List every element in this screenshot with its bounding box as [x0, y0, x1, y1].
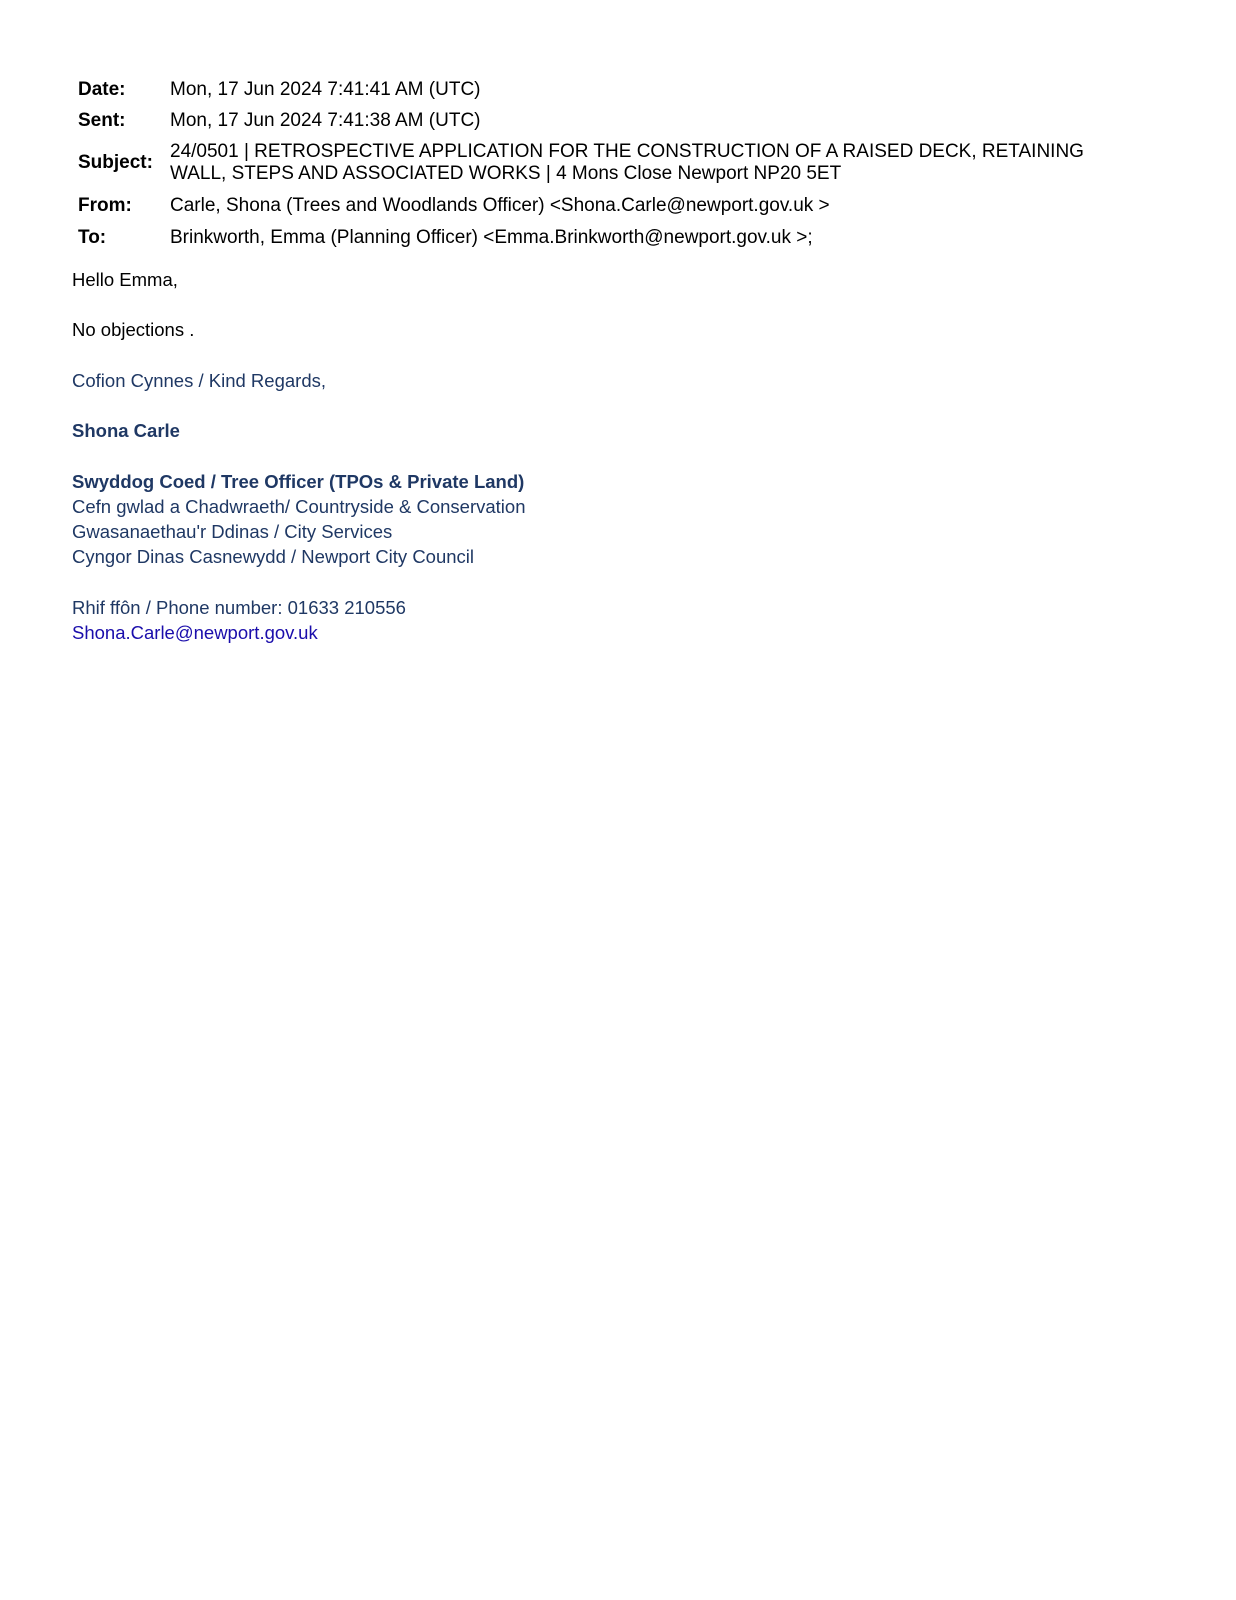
subject-label: Subject: — [78, 152, 153, 173]
date-value: Mon, 17 Jun 2024 7:41:41 AM (UTC) — [170, 78, 481, 100]
header-row-subject — [78, 136, 1158, 190]
header-row-from — [78, 190, 1158, 222]
header-row-to — [78, 222, 1158, 253]
signature-phone: Rhif ffôn / Phone number: 01633 210556 — [72, 597, 406, 618]
subject-value — [170, 136, 1158, 190]
greeting-text: Hello Emma, — [72, 269, 178, 290]
signature-regards: Cofion Cynnes / Kind Regards, — [72, 370, 326, 391]
signature-council: Cyngor Dinas Casnewydd / Newport City Council — [72, 546, 475, 567]
signature-department: Cefn gwlad a Chadwraeth/ Countryside & Conservation — [72, 496, 526, 517]
subject-line-2: WALL, STEPS AND ASSOCIATED WORKS | 4 Mons Close Newport NP20 5ET — [170, 163, 842, 184]
signature-name: Shona Carle — [72, 420, 180, 441]
signature-email-link[interactable]: Shona.Carle@newport.gov.uk — [72, 622, 318, 643]
signature-service: Gwasanaethau'r Ddinas / City Services — [72, 521, 393, 542]
to-label: To: — [78, 226, 107, 248]
from-label: From: — [78, 195, 132, 216]
header-row-sent — [78, 105, 1158, 136]
message-text: No objections . — [72, 319, 195, 340]
sent-label: Sent: — [78, 109, 126, 131]
email-header-table — [78, 74, 1158, 253]
sent-value: Mon, 17 Jun 2024 7:41:38 AM (UTC) — [170, 109, 481, 131]
header-row-date — [78, 74, 1158, 105]
date-label: Date: — [78, 78, 126, 100]
subject-line-1: 24/0501 | RETROSPECTIVE APPLICATION FOR THE CONSTRUCTION OF A RAISED DECK, RETAINING — [170, 141, 1084, 162]
signature-role: Swyddog Coed / Tree Officer (TPOs & Private Land) — [72, 471, 525, 492]
to-value: Brinkworth, Emma (Planning Officer) <Emma.Brinkworth@newport.gov.uk >; — [170, 226, 813, 248]
from-value: Carle, Shona (Trees and Woodlands Officer) <Shona.Carle@newport.gov.uk > — [170, 195, 830, 216]
